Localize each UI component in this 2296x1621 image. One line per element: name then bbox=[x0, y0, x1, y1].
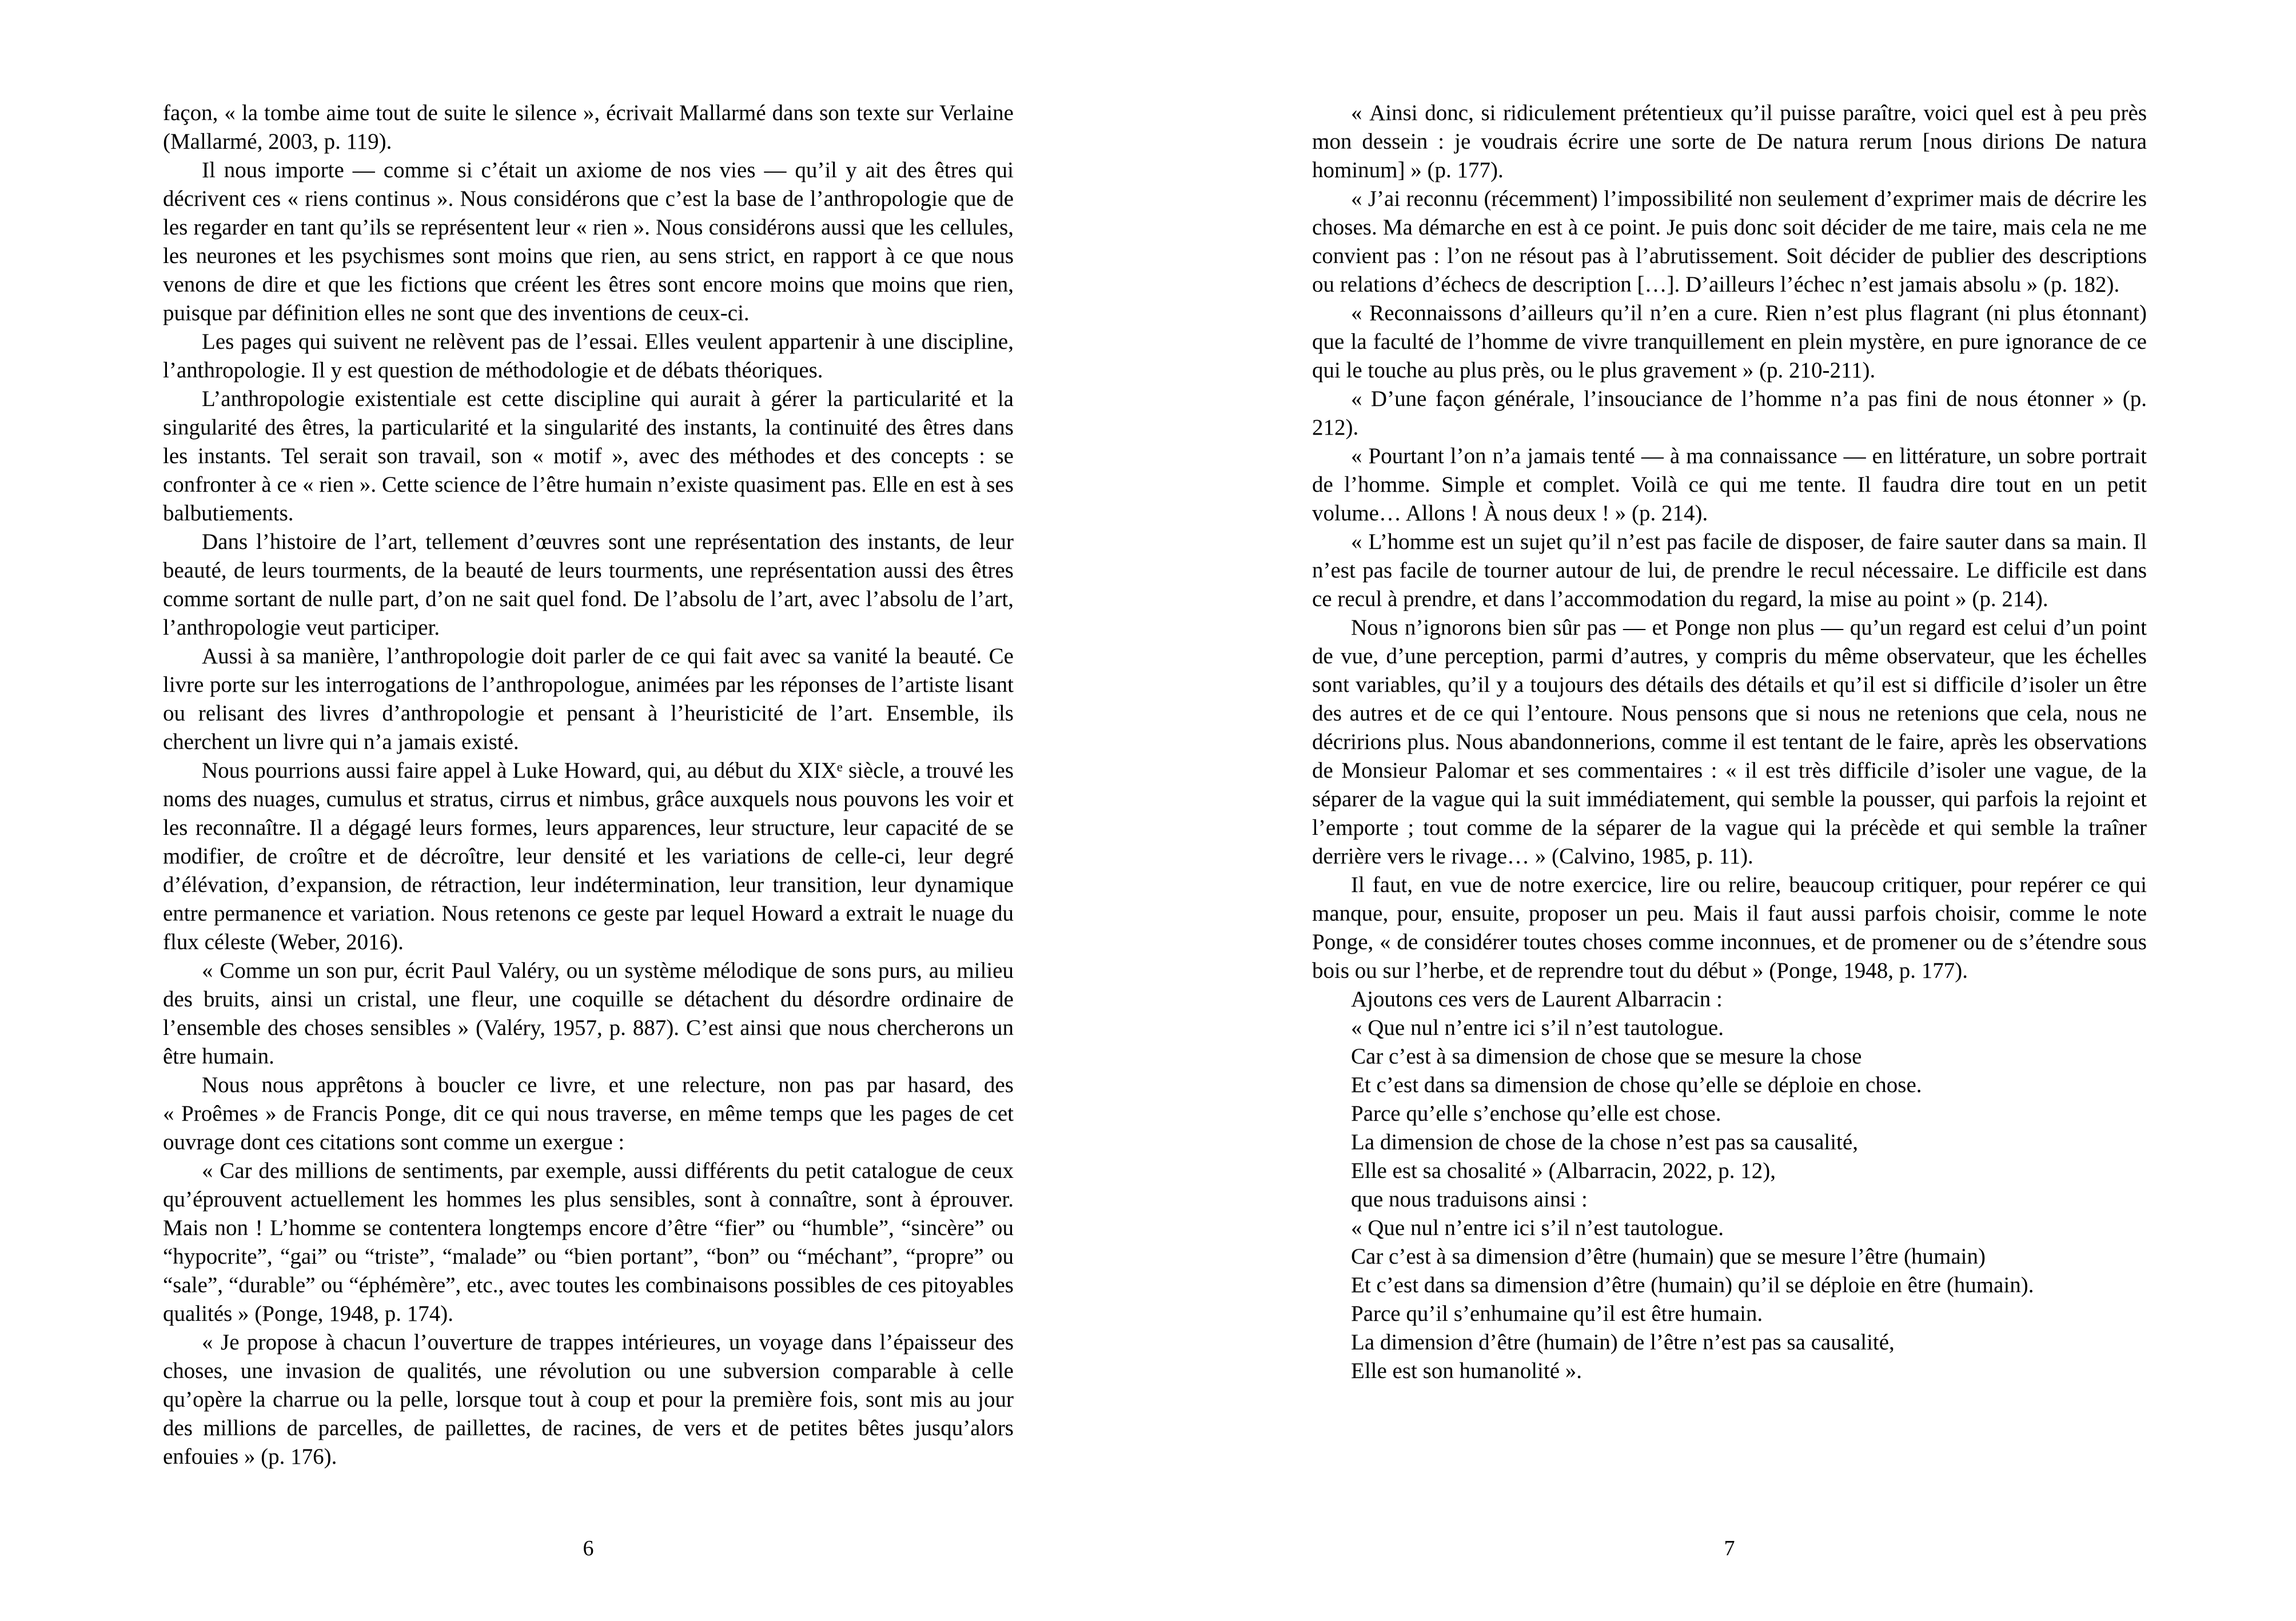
paragraph: « Que nul n’entre ici s’il n’est tautologue. bbox=[1351, 1015, 1724, 1040]
paragraph: Les pages qui suivent ne relèvent pas de l’essai. Elles veulent appartenir à une discipline, l’anthropologie. Il y est question de méthodologie et de débats théoriques. bbox=[163, 329, 1014, 383]
paragraph: « D’une façon générale, l’insouciance de l’homme n’a pas fini de nous étonner » (p. 212). bbox=[1312, 387, 2147, 440]
paragraph: « Que nul n’entre ici s’il n’est tautologue. bbox=[1351, 1216, 1724, 1240]
paragraph: « Je propose à chacun l’ouverture de trappes intérieures, un voyage dans l’épaisseur des choses, une invasion de qualités, une révolution ou une subversion comparable à celle qu’opère la charrue ou la pelle, lorsque tout à coup et pour la première fois, sont mis au jour des millions de parcelles, de paillettes, de racines, de vers et de petites bêtes jusqu’alors enfouies » (p. 176). bbox=[163, 1330, 1014, 1469]
paragraph: Et c’est dans sa dimension d’être (humain) qu’il se déploie en être (humain). bbox=[1351, 1273, 2034, 1297]
paragraph: Dans l’histoire de l’art, tellement d’œuvres sont une représentation des instants, de leur beauté, de leurs tourments, de la beauté de leurs tourments, une représentation aussi des êtres comme sortant de nulle part, d’on ne sait quel fond. De l’absolu de l’art, avec l’absolu de l’art, l’anthropologie veut participer. bbox=[163, 529, 1014, 640]
paragraph: Nous n’ignorons bien sûr pas — et Ponge non plus — qu’un regard est celui d’un point de vue, d’une perception, parmi d’autres, y compris du même observateur, que les échelles sont variables, qu’il y a toujours des détails des détails et qu’il est si difficile d’isoler un être des autres et de ce qui l’entoure. Nous pensons que si nous ne retenions que cela, nous ne décririons plus. Nous abandonnerions, comme il est tentant de le faire, après les observations de Monsieur Palomar et ses commentaires : « il est très difficile d’isoler une vague, de la séparer de la vague qui la suit immédiatement, qui semble la pousser, qui parfois la rejoint et l’emporte ; tout comme de la séparer de la vague qui la précède et qui semble la traîner derrière vers le rivage… » (Calvino, 1985, p. 11). bbox=[1312, 615, 2147, 869]
paragraph: L’anthropologie existentiale est cette discipline qui aurait à gérer la particularité et la singularité des êtres, la particularité et la singularité des instants, la continuité des êtres dans les instants. Tel serait son travail, son « motif », avec des méthodes et des concepts : se confronter à ce « rien ». Cette science de l’être humain n’existe quasiment pas. Elle en est à ses balbutiements. bbox=[163, 387, 1014, 525]
paragraph: « Comme un son pur, écrit Paul Valéry, ou un système mélodique de sons purs, au milieu des bruits, ainsi un cristal, une fleur, une coquille se détachent du désordre ordinaire de l’ensemble des choses sensibles » (Valéry, 1957, p. 887). C’est ainsi que nous chercherons un être humain. bbox=[163, 958, 1014, 1069]
paragraph: Parce qu’elle s’enchose qu’elle est chose. bbox=[1351, 1101, 1721, 1126]
paragraph: façon, « la tombe aime tout de suite le silence », écrivait Mallarmé dans son texte sur Verlaine (Mallarmé, 2003, p. 119). bbox=[163, 101, 1014, 154]
paragraph: Ajoutons ces vers de Laurent Albarracin : bbox=[1351, 987, 1723, 1011]
right-page-text-column bbox=[1312, 99, 2147, 1385]
paragraph: Parce qu’il s’enhumaine qu’il est être humain. bbox=[1351, 1301, 1763, 1326]
paragraph: Nous pourrions aussi faire appel à Luke Howard, qui, au début du XIXᵉ siècle, a trouvé les noms des nuages, cumulus et stratus, cirrus et nimbus, grâce auxquels nous pouvons les voir et les reconnaître. Il a dégagé leurs formes, leurs apparences, leur structure, leur capacité de se modifier, de croître et de décroître, leur densité et les variations de celle-ci, leur degré d’élévation, d’expansion, de rétraction, leur indétermination, leur transition, leur dynamique entre permanence et variation. Nous retenons ce geste par lequel Howard a extrait le nuage du flux céleste (Weber, 2016). bbox=[163, 758, 1014, 954]
paragraph: Il faut, en vue de notre exercice, lire ou relire, beaucoup critiquer, pour repérer ce qui manque, pour, ensuite, proposer un peu. Mais il faut aussi parfois choisir, comme le note Ponge, « de considérer toutes choses comme inconnues, et de promener ou de s’étendre sous bois ou sur l’herbe, et de reprendre tout du début » (Ponge, 1948, p. 177). bbox=[1312, 873, 2147, 983]
left-page-number: 6 bbox=[583, 1536, 594, 1560]
paragraph: Car c’est à sa dimension d’être (humain) que se mesure l’être (humain) bbox=[1351, 1244, 1986, 1269]
paragraph: Nous nous apprêtons à boucler ce livre, et une relecture, non pas par hasard, des « Proêmes » de Francis Ponge, dit ce qui nous traverse, en même temps que les pages de cet ouvrage dont ces citations sont comme un exergue : bbox=[163, 1073, 1014, 1154]
paragraph: Il nous importe — comme si c’était un axiome de nos vies — qu’il y ait des êtres qui décrivent ces « riens continus ». Nous considérons que c’est la base de l’anthropologie que de les regarder en tant qu’ils se représentent leur « rien ». Nous considérons aussi que les cellules, les neurones et les psychismes sont moins que rien, au sens strict, en rapport à ce que nous venons de dire et que les fictions que créent les êtres sont encore moins que moins que rien, puisque par définition elles ne sont que des inventions de ceux-ci. bbox=[163, 158, 1014, 325]
paragraph: « Ainsi donc, si ridiculement prétentieux qu’il puisse paraître, voici quel est à peu près mon dessein : je voudrais écrire une sorte de De natura rerum [nous dirions De natura hominum] » (p. 177). bbox=[1312, 101, 2147, 182]
paragraph: Elle est sa chosalité » (Albarracin, 2022, p. 12), bbox=[1351, 1158, 1776, 1183]
paragraph: « Reconnaissons d’ailleurs qu’il n’en a cure. Rien n’est plus flagrant (ni plus étonnant) que la faculté de l’homme de vivre tranquillement en plein mystère, en pure ignorance de ce qui le touche au plus près, ou le plus gravement » (p. 210-211). bbox=[1312, 301, 2147, 383]
paragraph: La dimension de chose de la chose n’est pas sa causalité, bbox=[1351, 1130, 1858, 1154]
paragraph: « Pourtant l’on n’a jamais tenté — à ma connaissance — en littérature, un sobre portrait de l’homme. Simple et complet. Voilà ce qui me tente. Il faudra dire tout en un petit volume… Allons ! À nous deux ! » (p. 214). bbox=[1312, 444, 2147, 525]
right-page bbox=[1148, 0, 2296, 1621]
left-page-text-column bbox=[163, 99, 1014, 1471]
paragraph: que nous traduisons ainsi : bbox=[1351, 1187, 1588, 1212]
paragraph: « J’ai reconnu (récemment) l’impossibilité non seulement d’exprimer mais de décrire les choses. Ma démarche en est à ce point. Je puis donc soit décider de me taire, mais cela ne me convient pas : l’on ne résout pas à l’abrutissement. Soit décider de publier des descriptions ou relations d’échecs de description […]. D’ailleurs l’échec n’est jamais absolu » (p. 182). bbox=[1312, 186, 2147, 297]
right-page-number: 7 bbox=[1724, 1536, 1735, 1560]
paragraph: La dimension d’être (humain) de l’être n’est pas sa causalité, bbox=[1351, 1330, 1895, 1355]
paragraph: Et c’est dans sa dimension de chose qu’elle se déploie en chose. bbox=[1351, 1073, 1922, 1097]
paragraph: « L’homme est un sujet qu’il n’est pas facile de disposer, de faire sauter dans sa main. Il n’est pas facile de tourner autour de lui, de prendre le recul nécessaire. Le difficile est dans ce recul à prendre, et dans l’accommodation du regard, la mise au point » (p. 214). bbox=[1312, 529, 2147, 611]
paragraph: Aussi à sa manière, l’anthropologie doit parler de ce qui fait avec sa vanité la beauté. Ce livre porte sur les interrogations de l’anthropologue, animées par les réponses de l’artiste lisant ou relisant des livres d’anthropologie et pensant à l’heuristicité de l’art. Ensemble, ils cherchent un livre qui n’a jamais existé. bbox=[163, 644, 1014, 754]
paragraph: « Car des millions de sentiments, par exemple, aussi différents du petit catalogue de ceux qu’éprouvent actuellement les hommes les plus sensibles, sont à connaître, sont à éprouver. Mais non ! L’homme se contentera longtemps encore d’être “fier” ou “humble”, “sincère” ou “hypocrite”, “gai” ou “triste”, “malade” ou “bien portant”, “bon” ou “méchant”, “propre” ou “sale”, “durable” ou “éphémère”, etc., avec toutes les combinaisons possibles de ces pitoyables qualités » (Ponge, 1948, p. 174). bbox=[163, 1158, 1014, 1326]
paragraph: Elle est son humanolité ». bbox=[1351, 1359, 1583, 1383]
paragraph: Car c’est à sa dimension de chose que se mesure la chose bbox=[1351, 1044, 1862, 1069]
